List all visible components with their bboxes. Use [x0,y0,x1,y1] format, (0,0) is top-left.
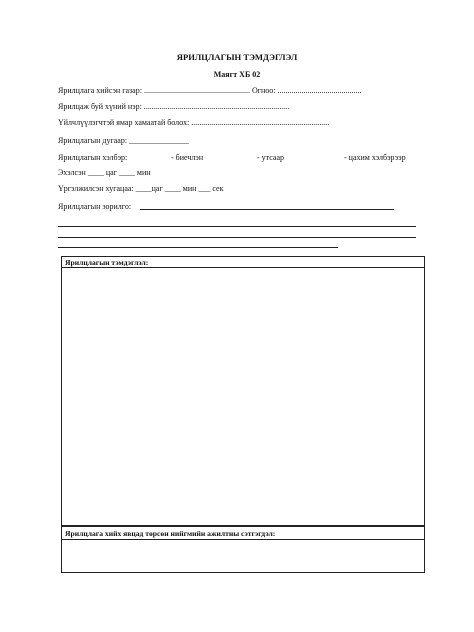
purpose-line [58,247,338,248]
field-start-time: Эхэлсэн ____ цаг ____ мин [58,168,151,177]
field-purpose-label: Ярилцлагын зорилго: [58,202,132,211]
field-duration: Үргэлжилсэн хугацаа: ____цаг ____ мин ___ сек [58,184,224,193]
method-option-in-person: - биечлэн [171,153,204,162]
field-relation: Үйлчлүүлэгчтэй ямар хамаатай болох: ..................................................................... [58,118,330,127]
field-interviewee-name: Ярилцаж буй хүний нэр: ......................................................................... [58,102,290,111]
interview-notes-box [61,256,425,526]
box-header-divider [62,267,424,268]
social-worker-impression-box [61,526,425,573]
field-interview-number: Ярилцлагын дугаар: _______________ [58,136,190,145]
method-option-phone: - утсаар [257,153,285,162]
interview-notes-label: Ярилцлагын тэмдэглэл: [65,258,149,267]
field-place-date: Ярилцлага хийсэн газар: ..................................................... Огноо: .......................................... [58,86,362,95]
box-header-divider [62,539,424,540]
social-worker-impression-label: Ярилцлага хийх явцад төрсөн нийгмийн ажилтны сэтгэгдэл: [65,529,276,538]
purpose-line [58,237,416,238]
purpose-line [58,226,416,227]
purpose-line [140,209,394,210]
form-code: Маягт ХБ 02 [213,70,261,79]
field-method-label: Ярилцлагын хэлбэр: [58,153,128,162]
page-title: ЯРИЛЦЛАГЫН ТЭМДЭГЛЭЛ [176,52,298,62]
method-option-online: - цахим хэлбэрээр [344,153,406,162]
